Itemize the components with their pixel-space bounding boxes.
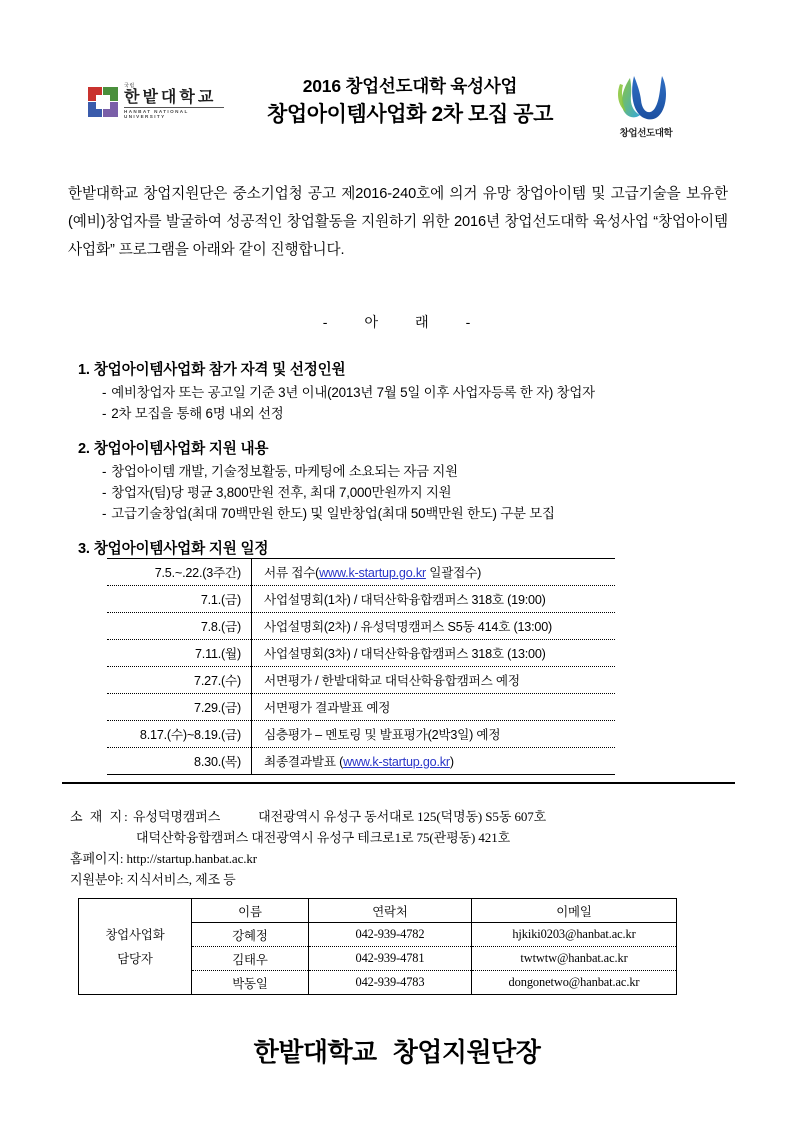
signature-title: 창업지원단장 (392, 1037, 541, 1067)
startup-leading-university-logo (600, 72, 692, 148)
schedule-date-cell: 7.27.(수) (107, 667, 252, 694)
signature-organization: 한밭대학교 (253, 1037, 377, 1067)
section-1-title: 창업아이템사업화 참가 자격 및 선정인원 (93, 362, 346, 378)
contact-name-cell: 강혜정 (192, 923, 309, 947)
document-header (0, 68, 794, 152)
schedule-desc-cell (252, 748, 616, 775)
bullet-dash-icon: - (102, 506, 107, 521)
schedule-link[interactable]: www.k-startup.go.kr (343, 755, 450, 769)
contact-owner-line-2: 담당자 (117, 951, 153, 966)
section-3-heading (78, 537, 758, 558)
contact-header-row (79, 899, 677, 923)
hanbat-emblem-icon (88, 87, 118, 117)
schedule-desc-cell (252, 721, 616, 748)
schedule-row (107, 721, 615, 748)
schedule-desc-text: 서면평가 / 한밭대학교 대덕산학융합캠퍼스 예정 (264, 674, 520, 688)
schedule-row (107, 640, 615, 667)
hanbat-university-logo (88, 80, 224, 124)
homepage-label: 홈페이지: (70, 851, 124, 866)
schedule-row (107, 559, 615, 586)
schedule-date-cell: 8.17.(수)~8.19.(금) (107, 721, 252, 748)
schedule-desc-text: 서류 접수( (264, 566, 320, 580)
schedule-desc-suffix: 일괄접수) (425, 566, 482, 580)
section-1-number: 1. (78, 362, 90, 378)
schedule-row (107, 667, 615, 694)
intro-paragraph: 한밭대학교 창업지원단은 중소기업청 공고 제2016-240호에 의거 유망 창업아이템 및 고급기술을 보유한 (예비)창업자를 발굴하여 성공적인 창업활동을 지원하기 위한 2016년 창업선도대학 육성사업 “창업아이템 사업화” 프로그램을 아래와 같이 진행합니다. (68, 186, 728, 258)
contact-table (78, 898, 677, 995)
arae-divider (0, 312, 794, 332)
address-line-campus2 (70, 827, 750, 848)
address-label: 소 재 지: (70, 809, 130, 824)
startup-leader-emblem-icon (600, 72, 692, 124)
schedule-desc-cell (252, 640, 616, 667)
section-1-heading (78, 358, 758, 379)
contact-column-header: 이름 (192, 899, 309, 923)
section-qualification (78, 358, 758, 424)
schedule-date-cell: 8.30.(목) (107, 748, 252, 775)
header-subtitle: 2016 창업선도대학 육성사업 (302, 76, 518, 96)
contact-name-cell: 김태우 (192, 947, 309, 971)
hanbat-logo-korean: 한밭대학교 (124, 90, 224, 108)
campus1-name: 유성덕명캠퍼스 (132, 809, 221, 824)
section-2-bullet-2 (102, 482, 758, 503)
header-title-block (230, 76, 590, 128)
signature-line (0, 1032, 794, 1069)
campus1-address: 대전광역시 유성구 동서대로 125(덕명동) S5동 607호 (258, 809, 547, 824)
section-2-number: 2. (78, 441, 90, 457)
contact-name-cell: 박동일 (192, 971, 309, 995)
schedule-row (107, 748, 615, 775)
section-3-title: 창업아이템사업화 지원 일정 (93, 541, 269, 557)
section-2-bullet-3 (102, 503, 758, 524)
schedule-desc-text: 사업설명회(2차) / 유성덕명캠퍼스 S5동 414호 (13:00) (264, 620, 552, 634)
section-1-bullet-1-text: 예비창업자 또는 공고일 기준 3년 이내(2013년 7월 5일 이후 사업자등록 한 자) 창업자 (111, 385, 595, 400)
schedule-date-cell: 7.29.(금) (107, 694, 252, 721)
schedule-desc-cell (252, 667, 616, 694)
contact-email-cell[interactable]: twtwtw@hanbat.ac.kr (472, 947, 677, 971)
section-2-heading (78, 437, 758, 458)
schedule-date-cell: 7.1.(금) (107, 586, 252, 613)
contact-column-header: 이메일 (472, 899, 677, 923)
section-support-content (78, 437, 758, 524)
schedule-desc-text: 최종결과발표 ( (264, 755, 344, 769)
support-field-label: 지원분야: (70, 872, 124, 887)
schedule-desc-text: 사업설명회(1차) / 대덕산학융합캠퍼스 318호 (19:00) (264, 593, 546, 607)
schedule-desc-cell (252, 559, 616, 586)
address-line-campus1 (70, 806, 750, 827)
schedule-table (107, 558, 615, 775)
bullet-dash-icon: - (102, 385, 107, 400)
campus2-name: 대덕산학융합캠퍼스 (136, 830, 249, 845)
section-1-bullet-2-text: 2차 모집을 통해 6명 내외 선정 (111, 406, 284, 421)
section-3-number: 3. (78, 541, 90, 557)
schedule-desc-suffix: ) (449, 755, 454, 769)
schedule-table-wrapper (107, 558, 615, 775)
homepage-url[interactable]: http://startup.hanbat.ac.kr (126, 851, 258, 866)
contact-column-header: 연락처 (309, 899, 472, 923)
schedule-desc-cell (252, 586, 616, 613)
schedule-row (107, 694, 615, 721)
arae-dash-left: - (322, 315, 329, 331)
bullet-dash-icon: - (102, 464, 107, 479)
contact-owner-cell (79, 899, 192, 995)
schedule-row (107, 586, 615, 613)
header-main-title: 창업아이템사업화 2차 모집 공고 (266, 102, 554, 126)
schedule-link[interactable]: www.k-startup.go.kr (319, 566, 426, 580)
hanbat-logo-sup: 국립 (124, 83, 135, 90)
hanbat-logo-text (124, 84, 224, 119)
section-2-bullet-1-text: 창업아이템 개발, 기술정보활동, 마케팅에 소요되는 자금 지원 (111, 464, 458, 479)
schedule-desc-cell (252, 694, 616, 721)
schedule-row (107, 613, 615, 640)
schedule-desc-text: 사업설명회(3차) / 대덕산학융합캠퍼스 318호 (13:00) (264, 647, 546, 661)
support-field-value: 지식서비스, 제조 등 (126, 872, 236, 887)
bullet-dash-icon: - (102, 406, 107, 421)
support-field-line (70, 869, 750, 890)
schedule-date-cell: 7.8.(금) (107, 613, 252, 640)
section-2-bullet-1 (102, 461, 758, 482)
schedule-desc-text: 서면평가 결과발표 예정 (264, 701, 391, 715)
arae-dash-right: - (465, 315, 472, 331)
section-1-bullet-2 (102, 403, 758, 424)
schedule-desc-cell (252, 613, 616, 640)
arae-char-2: 래 (414, 315, 430, 331)
startup-leader-logo-caption: 창업선도대학 (619, 128, 673, 139)
bullet-dash-icon: - (102, 485, 107, 500)
homepage-line (70, 848, 750, 869)
contact-phone-cell: 042-939-4782 (309, 923, 472, 947)
schedule-date-cell: 7.11.(월) (107, 640, 252, 667)
contact-phone-cell: 042-939-4783 (309, 971, 472, 995)
contact-email-cell[interactable]: dongonetwo@hanbat.ac.kr (472, 971, 677, 995)
section-2-bullet-3-text: 고급기술창업(최대 70백만원 한도) 및 일반창업(최대 50백만원 한도) 구분 모집 (111, 506, 555, 521)
section-divider-rule (62, 782, 735, 784)
schedule-desc-text: 심층평가 – 멘토링 및 발표평가(2박3일) 예정 (264, 728, 501, 742)
address-block (70, 806, 750, 890)
contact-email-cell[interactable]: hjkiki0203@hanbat.ac.kr (472, 923, 677, 947)
contact-owner-line-1: 창업사업화 (105, 927, 165, 942)
schedule-date-cell: 7.5.~.22.(3주간) (107, 559, 252, 586)
arae-char-1: 아 (364, 315, 380, 331)
contact-table-wrapper (78, 898, 658, 995)
contact-phone-cell: 042-939-4781 (309, 947, 472, 971)
hanbat-logo-english: HANBAT NATIONAL UNIVERSITY (124, 109, 189, 119)
section-2-title: 창업아이템사업화 지원 내용 (93, 441, 269, 457)
section-1-bullet-1 (102, 382, 758, 403)
campus2-address: 대전광역시 유성구 테크로1로 75(관평동) 421호 (251, 830, 511, 845)
section-2-bullet-2-text: 창업자(팀)당 평균 3,800만원 전후, 최대 7,000만원까지 지원 (111, 485, 452, 500)
